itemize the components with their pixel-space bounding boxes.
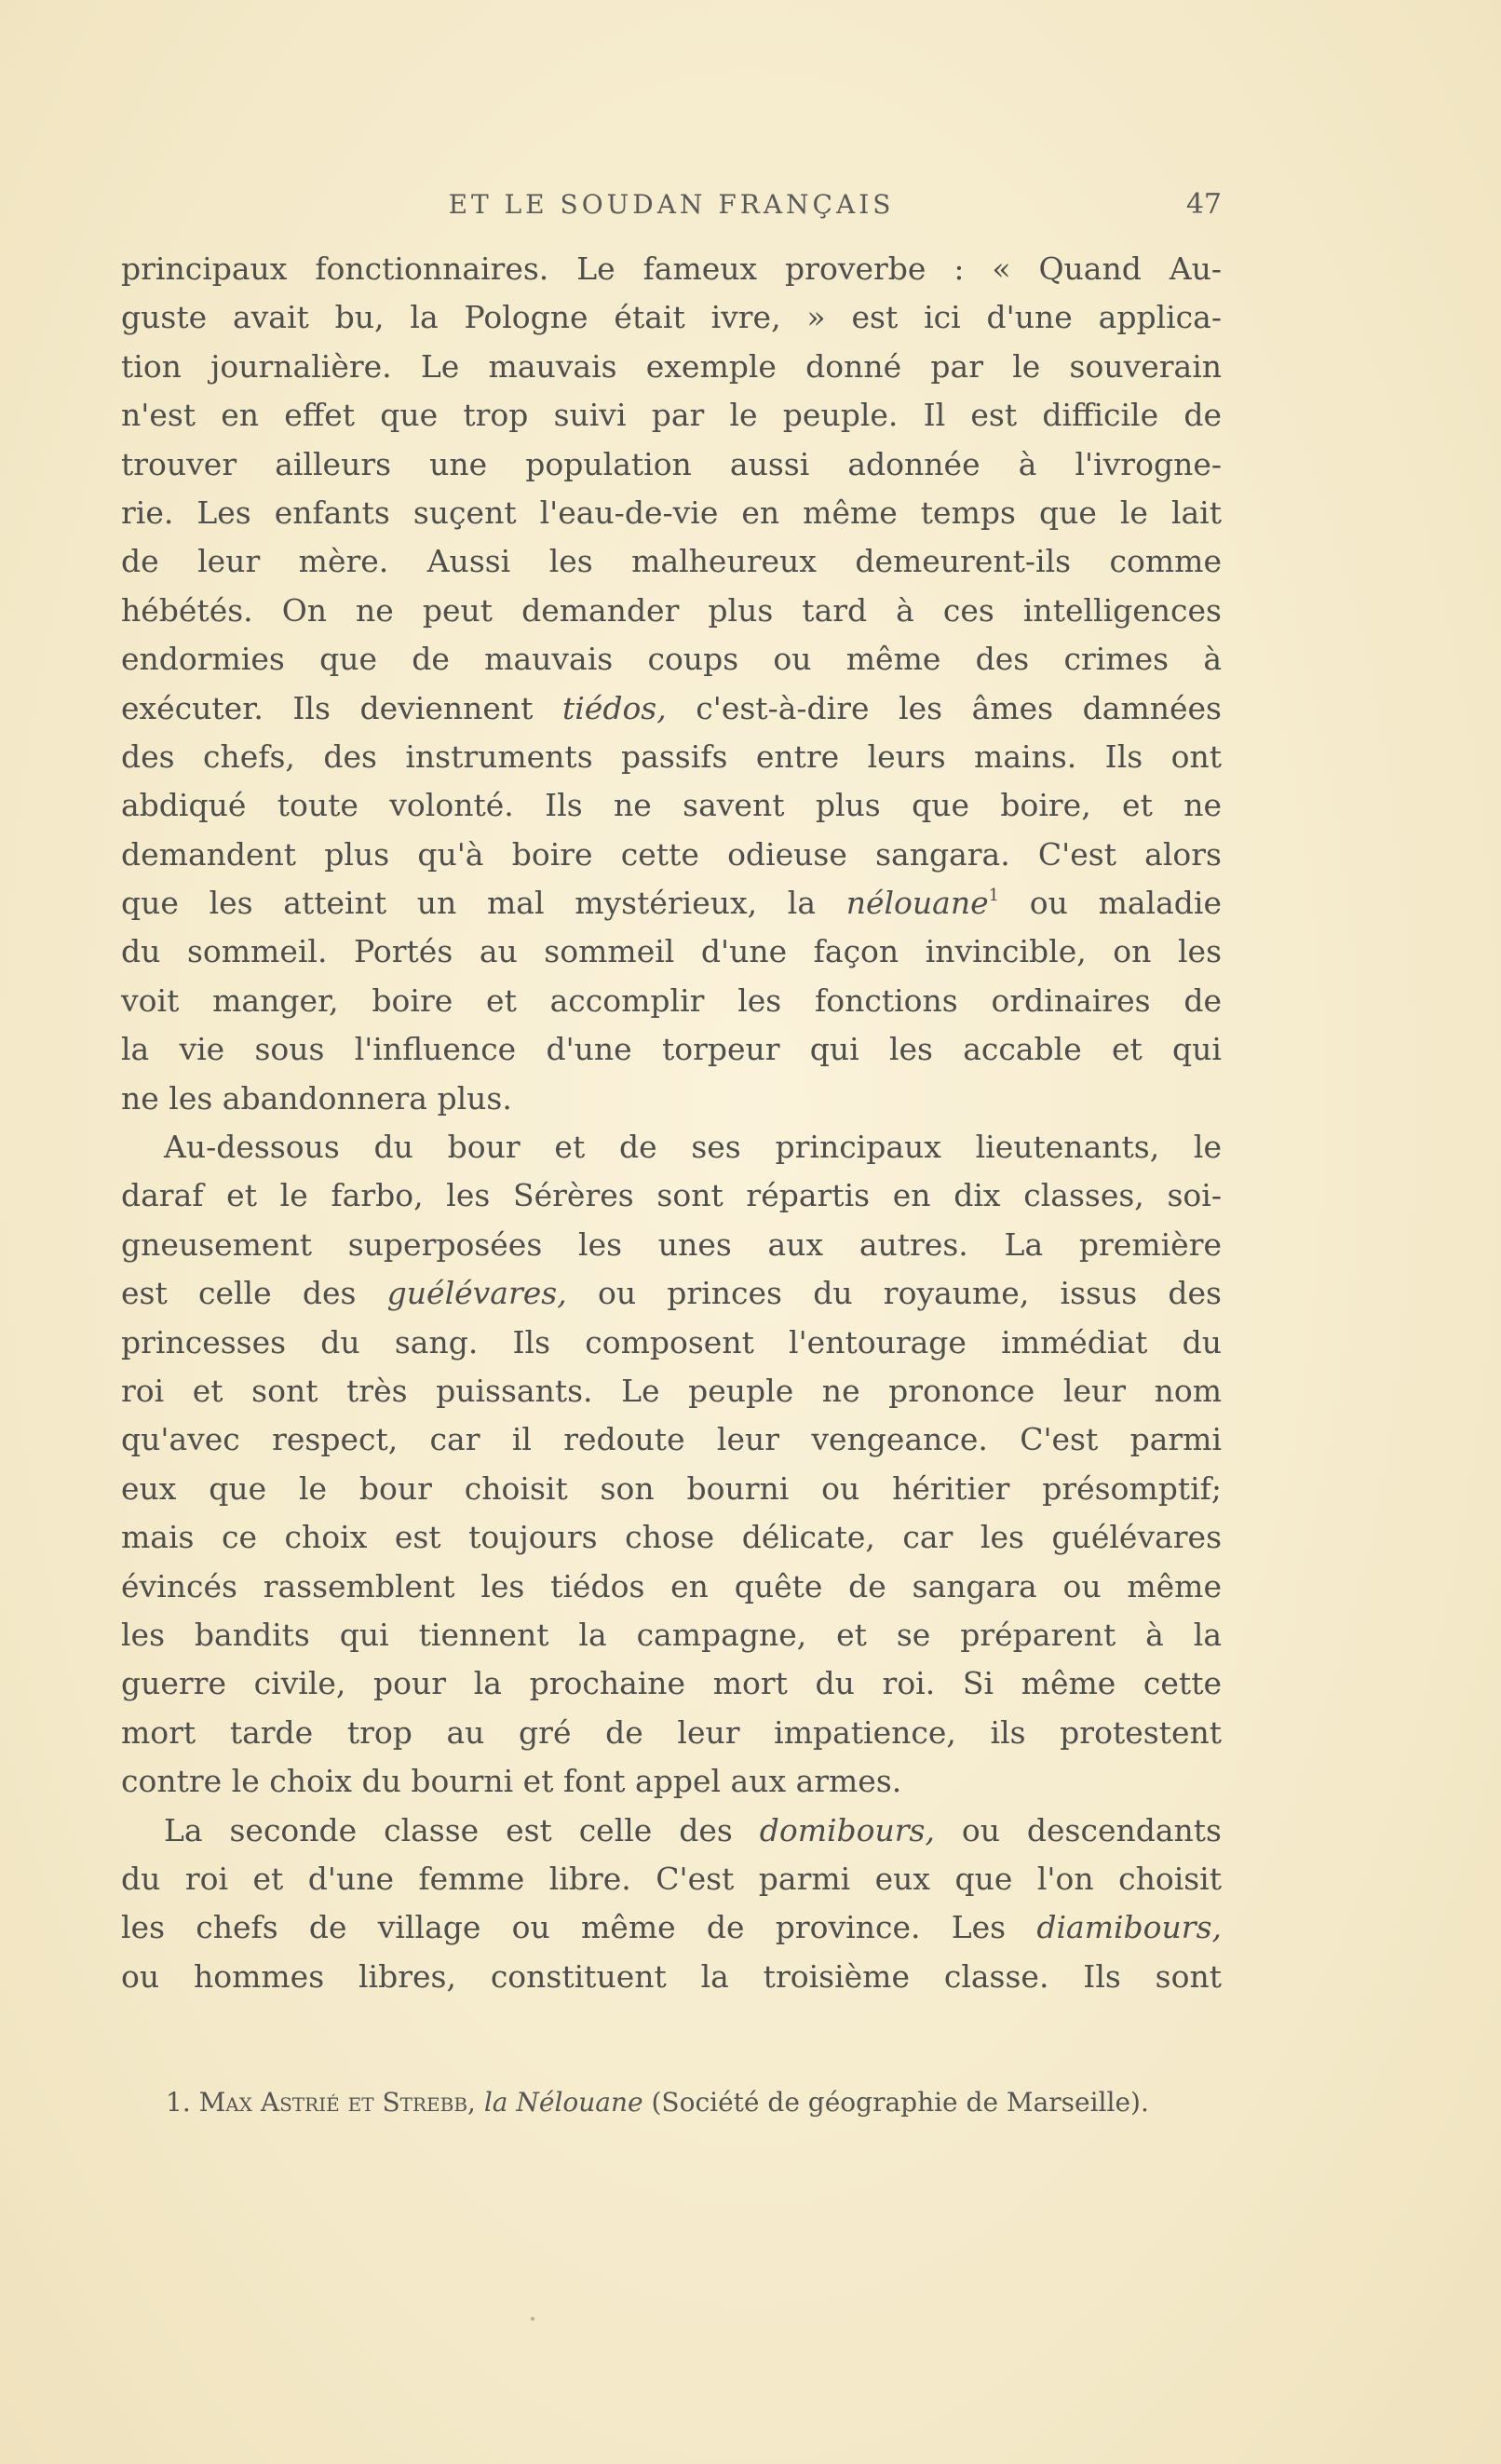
text-line: rie. Les enfants suçent l'eau-de-vie en même temps que le lait (121, 494, 1222, 531)
text-line: demandent plus qu'à boire cette odieuse sangara. C'est alors (121, 835, 1222, 873)
text-line: n'est en effet que trop suivi par le peuple. Il est difficile de (121, 397, 1222, 434)
text-line: roi et sont très puissants. Le peuple ne prononce leur nom (121, 1372, 1222, 1409)
italic-term: tiédos, (561, 689, 667, 726)
text-line: du roi et d'une femme libre. C'est parmi eux que l'on choisit (121, 1860, 1222, 1897)
text-line: tion journalière. Le mauvais exemple donné par le souverain (121, 347, 1222, 385)
running-head (121, 186, 1222, 223)
footnote-source: (Société de géographie de Marseille). (651, 2087, 1149, 2118)
text-line: endormies que de mauvais coups ou même des crimes à (121, 641, 1222, 678)
running-title: ET LE SOUDAN FRANÇAIS (448, 189, 895, 220)
text-line: du sommeil. Portés au sommeil d'une façon invincible, on les (121, 933, 1222, 970)
text-line: guste avait bu, la Pologne était ivre, » est ici d'une applica- (121, 299, 1222, 336)
footnote-marker: 1 (988, 886, 1000, 906)
text-line: ou hommes libres, constituent la troisième classe. Ils sont (121, 1957, 1222, 1995)
text-line (121, 1269, 1222, 1318)
paper-speck (531, 2317, 534, 2321)
text-line: contre le choix du bourni et font appel aux armes. (121, 1763, 902, 1800)
text-line: les bandits qui tiennent la campagne, et se préparent à la (121, 1616, 1222, 1653)
body-text (121, 245, 1222, 2001)
text-line: principaux fonctionnaires. Le fameux proverbe : « Quand Au- (121, 250, 1222, 287)
text-line (121, 1903, 1222, 1952)
text-line: hébétés. On ne peut demander plus tard à ces intelligences (121, 591, 1222, 629)
footnote-authors: Max Astrié et Strebb, (198, 2087, 476, 2118)
text-line: eux que le bour choisit son bourni ou héritier présomptif; (121, 1469, 1222, 1507)
text-line: abdiqué toute volonté. Ils ne savent plus que boire, et ne (121, 787, 1222, 824)
text-line: trouver ailleurs une population aussi adonnée à l'ivrogne- (121, 445, 1222, 482)
text-line: la vie sous l'influence d'une torpeur qui les accable et qui (121, 1031, 1222, 1068)
text-line: de leur mère. Aussi les malheureux demeurent-ils comme (121, 543, 1222, 580)
text-run: que les atteint un mal mystérieux, la (121, 885, 846, 922)
text-run: ou maladie (999, 885, 1222, 922)
text-line: voit manger, boire et accomplir les fonctions ordinaires de (121, 982, 1222, 1019)
text-run: exécuter. Ils deviennent (121, 689, 562, 726)
italic-term: guélévares, (386, 1275, 567, 1312)
italic-term: domibours, (759, 1811, 935, 1848)
text-line: gneusement superposées les unes aux autres. La première (121, 1225, 1222, 1263)
text-run: est celle des (121, 1275, 387, 1312)
text-line (121, 879, 1222, 927)
text-line: ne les abandonnera plus. (121, 1079, 512, 1117)
text-run: ou descendants (935, 1811, 1222, 1848)
text-line: des chefs, des instruments passifs entre leurs mains. Ils ont (121, 738, 1222, 775)
text-line: mais ce choix est toujours chose délicate, car les guélévares (121, 1519, 1222, 1556)
footnote (166, 2084, 1222, 2121)
text-run: ou princes du royaume, issus des (566, 1275, 1222, 1312)
paragraph-start (121, 1807, 1222, 1855)
text-line: évincés rassemblent les tiédos en quête de sangara ou même (121, 1567, 1222, 1604)
text-line: daraf et le farbo, les Sérères sont répartis en dix classes, soi- (121, 1177, 1222, 1214)
paragraph-start: Au-dessous du bour et de ses principaux lieutenants, le (164, 1129, 1222, 1166)
text-run: les chefs de village ou même de province. Les (121, 1909, 1037, 1946)
text-line: mort tarde trop au gré de leur impatience, ils protestent (121, 1713, 1222, 1751)
text-line: princesses du sang. Ils composent l'entourage immédiat du (121, 1323, 1222, 1361)
text-line (121, 684, 1222, 733)
footnote-number: 1. (166, 2087, 191, 2118)
page-number: 47 (1185, 188, 1222, 221)
footnote-title: la Nélouane (483, 2087, 643, 2118)
text-line: guerre civile, pour la prochaine mort du roi. Si même cette (121, 1665, 1222, 1702)
text-run: La seconde classe est celle des (164, 1811, 760, 1848)
text-run: c'est-à-dire les âmes damnées (666, 689, 1222, 726)
italic-term: nélouane (845, 885, 989, 922)
italic-term: diamibours, (1036, 1909, 1222, 1946)
text-line: qu'avec respect, car il redoute leur vengeance. C'est parmi (121, 1421, 1222, 1458)
